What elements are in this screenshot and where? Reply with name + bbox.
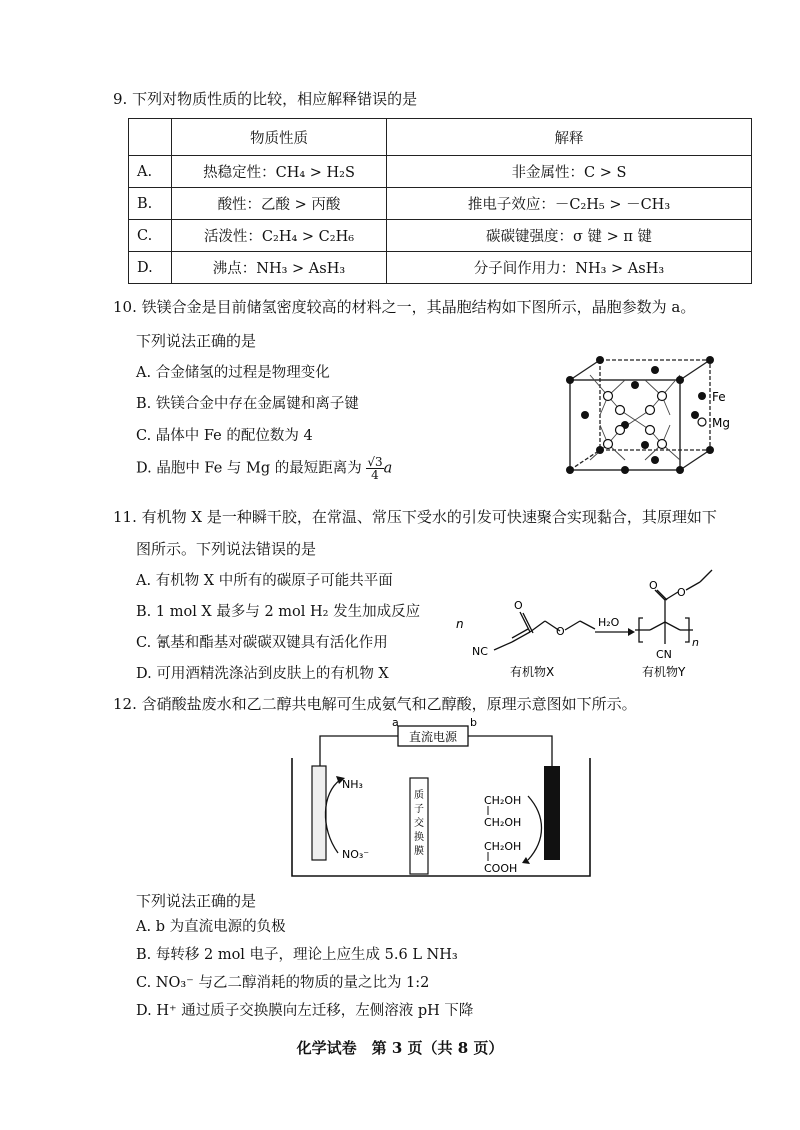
glycolic-ch2oh: CH₂OH <box>484 840 522 853</box>
row-explanation: 推电子效应：－C₂H₅ > －CH₃ <box>387 188 752 220</box>
q10-stem-line2: 下列说法正确的是 <box>136 332 257 350</box>
row-property: 酸性：乙酸 > 丙酸 <box>172 188 387 220</box>
q10-option-a: A. 合金储氢的过程是物理变化 <box>136 365 330 381</box>
polymerization-scheme <box>450 560 750 685</box>
q12-question: 下列说法正确的是 <box>136 892 257 910</box>
q10-option-d-text: D. 晶胞中 Fe 与 Mg 的最短距离为 <box>136 460 362 477</box>
lattice-param: a <box>383 460 393 477</box>
q10-option-b: B. 铁镁合金中存在金属键和离子键 <box>136 396 359 412</box>
q12-option-d: D. H⁺ 通过质子交换膜向左迁移，左侧溶液 pH 下降 <box>136 1003 474 1019</box>
header-explanation: 解释 <box>387 119 752 156</box>
q11-option-b: B. 1 mol X 最多与 2 mol H₂ 发生加成反应 <box>136 604 421 620</box>
table-row <box>129 156 752 188</box>
q12-option-c: C. NO₃⁻ 与乙二醇消耗的物质的量之比为 1:2 <box>136 975 430 991</box>
nh3-label: NH₃ <box>342 778 363 791</box>
carbonyl-o: O <box>649 579 658 592</box>
table-header-row <box>129 119 752 156</box>
carbonyl-o: O <box>514 599 523 612</box>
q10-option-d <box>136 456 392 481</box>
electrolysis-diagram <box>290 718 600 880</box>
page-footer: 化学试卷 第 3 页（共 8 页） <box>296 1039 504 1057</box>
no3-label: NO₃⁻ <box>342 848 370 861</box>
q11-option-a: A. 有机物 X 中所有的碳原子可能共平面 <box>136 573 393 589</box>
glycolic-cooh: COOH <box>484 862 518 875</box>
row-explanation: 非金属性：C > S <box>387 156 752 188</box>
fraction-numerator: √3 <box>367 455 383 469</box>
q10-stem-line1: 10. 铁镁合金是目前储氢密度较高的材料之一，其晶胞结构如下图所示，晶胞参数为 a。 <box>113 298 696 316</box>
label-compound-y: 有机物Y <box>642 665 686 679</box>
row-property: 热稳定性：CH₄ > H₂S <box>172 156 387 188</box>
header-property: 物质性质 <box>172 119 387 156</box>
legend-mg: Mg <box>712 416 730 430</box>
ester-o: O <box>556 625 565 638</box>
q10-option-c: C. 晶体中 Fe 的配位数为 4 <box>136 428 313 444</box>
row-explanation: 分子间作用力：NH₃ > AsH₃ <box>387 252 752 284</box>
reagent-water: H₂O <box>598 616 620 629</box>
q11-stem-line1: 11. 有机物 X 是一种瞬干胶，在常温、常压下受水的引发可快速聚合实现黏合，其原理如下 <box>113 508 717 526</box>
q12-option-b: B. 每转移 2 mol 电子，理论上应生成 5.6 L NH₃ <box>136 947 458 963</box>
row-property: 沸点：NH₃ > AsH₃ <box>172 252 387 284</box>
row-explanation: 碳碳键强度：σ 键 > π 键 <box>387 220 752 252</box>
right-electrode <box>544 766 560 860</box>
row-label: C. <box>129 220 172 252</box>
row-property: 活泼性：C₂H₄ > C₂H₆ <box>172 220 387 252</box>
nitrile-cn: CN <box>656 648 672 661</box>
legend-fe: Fe <box>712 390 726 404</box>
label-compound-x: 有机物X <box>510 665 555 679</box>
q12-option-a: A. b 为直流电源的负极 <box>136 919 286 935</box>
fraction-denominator: 4 <box>371 468 379 482</box>
repeat-n: n <box>692 636 699 649</box>
table-row <box>129 220 752 252</box>
membrane-label: 质子交换膜 <box>414 790 424 857</box>
power-label: 直流电源 <box>408 730 458 744</box>
coefficient-n: n <box>456 617 464 631</box>
terminal-a: a <box>392 716 399 729</box>
q11-stem-line2: 图所示。下列说法错误的是 <box>136 540 317 558</box>
row-label: D. <box>129 252 172 284</box>
fraction <box>366 456 383 481</box>
glycol-ch2oh-2: CH₂OH <box>484 816 522 829</box>
crystal-cell-figure <box>560 350 740 475</box>
terminal-b: b <box>470 716 477 729</box>
row-label: B. <box>129 188 172 220</box>
q11-option-c: C. 氰基和酯基对碳碳双键具有活化作用 <box>136 635 388 651</box>
nitrile-nc: NC <box>472 645 488 658</box>
q9-stem: 9. 下列对物质性质的比较，相应解释错误的是 <box>113 90 418 108</box>
table-row <box>129 188 752 220</box>
glycol-ch2oh-1: CH₂OH <box>484 794 522 807</box>
q11-option-d: D. 可用酒精洗涤沾到皮肤上的有机物 X <box>136 666 389 682</box>
ester-o: O <box>677 586 686 599</box>
row-label: A. <box>129 156 172 188</box>
table-row <box>129 252 752 284</box>
left-electrode <box>312 766 326 860</box>
q9-table <box>128 118 752 284</box>
q12-stem: 12. 含硝酸盐废水和乙二醇共电解可生成氨气和乙醇酸，原理示意图如下所示。 <box>113 695 637 713</box>
